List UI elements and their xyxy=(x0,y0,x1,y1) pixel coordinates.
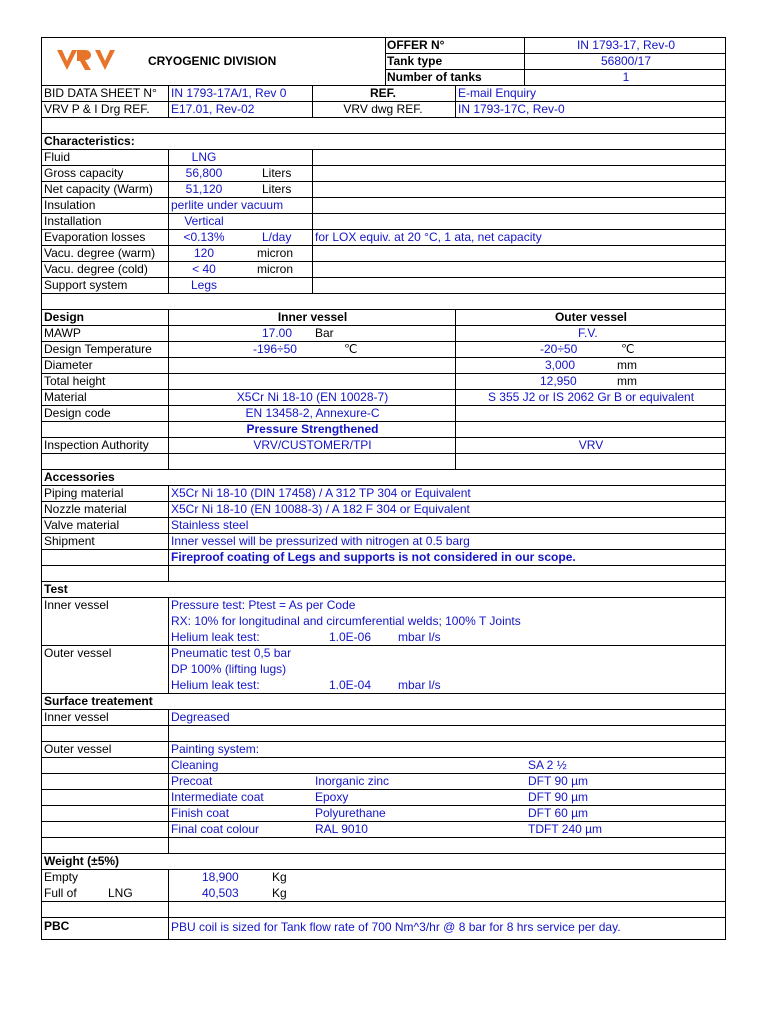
accessories-heading: Accessories xyxy=(44,470,115,484)
test-inner-label: Inner vessel xyxy=(44,598,109,612)
design-temp-outer-unit: ℃ xyxy=(621,342,635,356)
material-outer: S 355 J2 or IS 2062 Gr B or equivalent xyxy=(487,390,695,404)
grid-line xyxy=(41,293,726,294)
grid-line xyxy=(41,789,726,790)
grid-line xyxy=(41,149,726,150)
surface-inner-value: Degreased xyxy=(171,710,230,724)
grid-line xyxy=(524,37,525,85)
paint-spec: TDFT 240 µm xyxy=(528,822,603,836)
diameter-unit: mm xyxy=(617,358,637,372)
grid-line xyxy=(41,837,726,838)
grid-line xyxy=(168,485,169,581)
char-value: <0.13% xyxy=(183,230,225,244)
char-label: Gross capacity xyxy=(44,166,124,180)
char-value: Legs xyxy=(190,278,218,292)
surface-outer-value: Painting system: xyxy=(171,742,260,756)
grid-line xyxy=(168,85,169,117)
test-heading: Test xyxy=(44,582,68,596)
paint-step: Intermediate coat xyxy=(171,790,264,804)
ref-label: REF. xyxy=(369,86,396,100)
grid-line xyxy=(41,821,726,822)
grid-line xyxy=(455,85,456,117)
valve-value: Stainless steel xyxy=(171,518,249,532)
grid-line xyxy=(41,213,726,214)
design-temp-inner-unit: ℃ xyxy=(344,342,358,356)
number-tanks-value: 1 xyxy=(622,70,630,84)
mawp-inner-unit: Bar xyxy=(315,326,334,340)
weight-empty-unit: Kg xyxy=(272,870,287,884)
test-outer-label: Outer vessel xyxy=(44,646,112,660)
inspection-outer: VRV xyxy=(578,438,604,452)
pid-label: VRV P & I Drg REF. xyxy=(44,102,150,116)
char-value: 56,800 xyxy=(185,166,223,180)
char-value: 51,120 xyxy=(185,182,223,196)
paint-material: RAL 9010 xyxy=(315,822,368,836)
test-outer-dp: DP 100% (lifting lugs) xyxy=(171,662,287,676)
char-unit: micron xyxy=(257,246,294,260)
char-label: Support system xyxy=(44,278,128,292)
pbc-heading: PBC xyxy=(44,919,70,933)
grid-line xyxy=(41,277,726,278)
grid-line xyxy=(385,37,386,85)
char-value: LNG xyxy=(191,150,217,164)
grid-line xyxy=(41,645,726,646)
grid-line xyxy=(312,149,313,293)
design-heading: Design xyxy=(44,310,85,324)
grid-line xyxy=(41,901,726,902)
char-unit: micron xyxy=(257,262,294,276)
total-height-outer: 12,950 xyxy=(540,374,577,388)
division-title: CRYOGENIC DIVISION xyxy=(148,54,277,68)
char-label: Vacu. degree (cold) xyxy=(44,262,148,276)
pbc-value: PBU coil is sized for Tank flow rate of 700 Nm^3/hr @ 8 bar for 8 hrs service per day. xyxy=(171,920,621,934)
char-note: for LOX equiv. at 20 °C, 1 ata, net capacity xyxy=(315,230,542,244)
char-label: Insulation xyxy=(44,198,96,212)
char-unit: L/day xyxy=(262,230,292,244)
material-label: Material xyxy=(44,390,87,404)
grid-line xyxy=(41,725,726,726)
dwg-value: IN 1793-17C, Rev-0 xyxy=(458,102,565,116)
material-inner: X5Cr Ni 18-10 (EN 10028-7) xyxy=(236,390,389,404)
piping-value: X5Cr Ni 18-10 (DIN 17458) / A 312 TP 304 or Equivalent xyxy=(171,486,471,500)
paint-spec: DFT 90 µm xyxy=(528,774,589,788)
weight-full-fluid: LNG xyxy=(108,886,133,900)
test-outer-pneumatic: Pneumatic test 0,5 bar xyxy=(171,646,292,660)
surface-heading: Surface treatement xyxy=(44,694,153,708)
paint-spec: SA 2 ½ xyxy=(528,758,567,772)
vrv-logo xyxy=(55,46,119,74)
nozzle-value: X5Cr Ni 18-10 (EN 10088-3) / A 182 F 304 or Equivalent xyxy=(171,502,470,516)
grid-line xyxy=(41,597,726,598)
grid-line xyxy=(41,709,726,710)
grid-line xyxy=(41,565,726,566)
paint-step: Final coat colour xyxy=(171,822,260,836)
tank-type-value: 56800/17 xyxy=(600,54,652,68)
design-temp-outer: -20÷50 xyxy=(540,342,578,356)
number-tanks-label: Number of tanks xyxy=(387,70,482,84)
outer-vessel-heading: Outer vessel xyxy=(554,310,628,324)
weight-full-unit: Kg xyxy=(272,886,287,900)
grid-line xyxy=(41,741,726,742)
offer-label: OFFER N° xyxy=(387,38,445,52)
grid-line xyxy=(41,325,726,326)
grid-line xyxy=(41,133,726,134)
fireproof-note: Fireproof coating of Legs and supports is not considered in our scope. xyxy=(171,550,576,564)
inner-vessel-heading: Inner vessel xyxy=(277,310,348,324)
tank-type-label: Tank type xyxy=(387,54,443,68)
offer-value: IN 1793-17, Rev-0 xyxy=(576,38,676,52)
grid-line xyxy=(41,165,726,166)
design-code-label: Design code xyxy=(44,406,111,420)
char-label: Fluid xyxy=(44,150,71,164)
test-inner-helium-value: 1.0E-06 xyxy=(329,630,372,644)
weight-full-value: 40,503 xyxy=(202,886,239,900)
weight-heading: Weight (±5%) xyxy=(44,854,120,868)
inspection-inner: VRV/CUSTOMER/TPI xyxy=(253,438,372,452)
char-label: Vacu. degree (warm) xyxy=(44,246,156,260)
paint-spec: DFT 90 µm xyxy=(528,790,589,804)
paint-step: Finish coat xyxy=(171,806,230,820)
char-label: Net capacity (Warm) xyxy=(44,182,153,196)
char-label: Installation xyxy=(44,214,102,228)
test-inner-rx: RX: 10% for longitudinal and circumferential welds; 100% T Joints xyxy=(171,614,521,628)
char-label: Evaporation losses xyxy=(44,230,146,244)
test-inner-helium-unit: mbar l/s xyxy=(398,630,441,644)
grid-line xyxy=(41,197,726,198)
shipment-value: Inner vessel will be pressurized with nitrogen at 0.5 barg xyxy=(171,534,470,548)
char-unit: Liters xyxy=(262,182,292,196)
paint-material: Polyurethane xyxy=(315,806,386,820)
mawp-label: MAWP xyxy=(44,326,81,340)
dwg-label: VRV dwg REF. xyxy=(343,102,423,116)
mawp-outer: F.V. xyxy=(578,326,598,340)
mawp-inner: 17.00 xyxy=(262,326,293,340)
nozzle-label: Nozzle material xyxy=(44,502,127,516)
surface-inner-label: Inner vessel xyxy=(44,710,109,724)
grid-line xyxy=(168,597,169,693)
paint-material: Inorganic zinc xyxy=(315,774,390,788)
pid-value: E17.01, Rev-02 xyxy=(171,102,255,116)
pressure-strengthened-note: Pressure Strengthened xyxy=(246,422,379,436)
surface-outer-label: Outer vessel xyxy=(44,742,112,756)
piping-label: Piping material xyxy=(44,486,124,500)
grid-line xyxy=(41,469,726,470)
grid-line xyxy=(168,869,169,940)
char-value: < 40 xyxy=(192,262,216,276)
characteristics-heading: Characteristics: xyxy=(44,134,135,148)
paint-material: Epoxy xyxy=(315,790,349,804)
ref-value: E-mail Enquiry xyxy=(458,86,537,100)
char-value: perlite under vacuum xyxy=(171,198,284,212)
paint-step: Cleaning xyxy=(171,758,219,772)
grid-line xyxy=(41,917,726,918)
valve-label: Valve material xyxy=(44,518,120,532)
paint-step: Precoat xyxy=(171,774,213,788)
grid-line xyxy=(168,709,169,853)
bid-value: IN 1793-17A/1, Rev 0 xyxy=(171,86,287,100)
grid-line xyxy=(41,757,726,758)
test-outer-helium: Helium leak test: xyxy=(171,678,260,692)
design-temp-inner: -196÷50 xyxy=(253,342,297,356)
grid-line xyxy=(41,869,726,870)
char-value: 120 xyxy=(193,246,215,260)
inspection-label: Inspection Authority xyxy=(44,438,149,452)
bid-label: BID DATA SHEET N° xyxy=(44,86,157,100)
weight-empty-value: 18,900 xyxy=(202,870,239,884)
shipment-label: Shipment xyxy=(44,534,95,548)
grid-line xyxy=(41,581,726,582)
total-height-label: Total height xyxy=(44,374,106,388)
grid-line xyxy=(41,453,726,454)
weight-full-label: Full of xyxy=(44,886,77,900)
test-inner-pressure: Pressure test: Ptest = As per Code xyxy=(171,598,356,612)
diameter-outer: 3,000 xyxy=(545,358,576,372)
design-temp-label: Design Temperature xyxy=(44,342,152,356)
test-outer-helium-unit: mbar l/s xyxy=(398,678,441,692)
total-height-unit: mm xyxy=(617,374,637,388)
grid-line xyxy=(41,517,726,518)
test-outer-helium-value: 1.0E-04 xyxy=(329,678,372,692)
char-unit: Liters xyxy=(262,166,292,180)
paint-spec: DFT 60 µm xyxy=(528,806,589,820)
diameter-label: Diameter xyxy=(44,358,93,372)
test-inner-helium: Helium leak test: xyxy=(171,630,260,644)
char-value: Vertical xyxy=(184,214,224,228)
grid-line xyxy=(41,117,726,118)
design-code-inner: EN 13458-2, Annexure-C xyxy=(245,406,380,420)
weight-empty-label: Empty xyxy=(44,870,79,884)
grid-line xyxy=(41,853,726,854)
